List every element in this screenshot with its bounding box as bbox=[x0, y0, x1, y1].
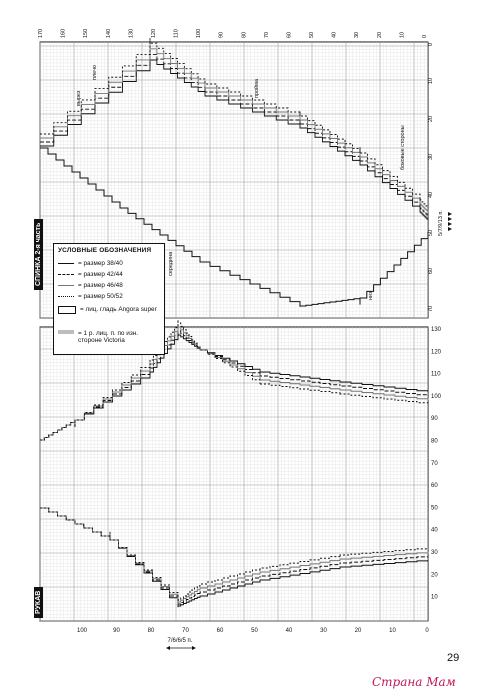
watermark: Страна Мам bbox=[372, 675, 456, 689]
back-top-tick-label: 100 bbox=[196, 28, 203, 38]
back-top-tick-label: 170 bbox=[38, 28, 44, 38]
legend-item bbox=[58, 330, 162, 345]
back-top-tick-label: 140 bbox=[105, 28, 112, 38]
arrow-left-icon bbox=[166, 646, 170, 650]
back-top-tick-label: 130 bbox=[128, 28, 135, 38]
side-seam-note: боковые стороны bbox=[400, 125, 406, 170]
sleeve-right-tick-label: 60 bbox=[431, 483, 438, 490]
sleeve-bottom-tick-label: 10 bbox=[389, 628, 396, 634]
back-right-tick-label: 20 bbox=[428, 115, 434, 122]
back-right-tick-label: 30 bbox=[428, 153, 434, 160]
sleeve-right-tick-label: 10 bbox=[431, 594, 438, 601]
legend-title: УСЛОВНЫЕ ОБОЗНАЧЕНИЯ bbox=[58, 247, 152, 254]
legend-item-label: = размер 42/44 bbox=[78, 270, 123, 278]
legend-item-label: = лиц. гладь Angora super bbox=[80, 306, 157, 313]
sleeve-bottom-tick-label: 100 bbox=[76, 628, 88, 634]
legend-item-label: = размер 38/40 bbox=[78, 259, 123, 267]
sleeve-right-tick-label: 80 bbox=[431, 438, 438, 445]
hem-note: низ bbox=[368, 291, 374, 300]
legend-item bbox=[58, 258, 123, 269]
back-right-tick-label: 10 bbox=[428, 77, 434, 84]
legend-item bbox=[58, 291, 123, 302]
sleeve-bottom-tick-label: 70 bbox=[182, 628, 189, 634]
sleeve-bottom-tick-label: 40 bbox=[285, 628, 293, 634]
sleeve-right-tick-label: 50 bbox=[431, 505, 438, 512]
arrow-icon bbox=[448, 222, 452, 226]
sleeve-right-tick-label: 20 bbox=[431, 572, 438, 579]
back-top-tick-label: 70 bbox=[263, 31, 270, 38]
arrow-icon bbox=[448, 212, 452, 216]
back-top-tick-label: 90 bbox=[218, 31, 225, 38]
arrow-right-icon bbox=[192, 646, 196, 650]
back-top-tick-label: 80 bbox=[241, 31, 248, 38]
back-top-tick-label: 30 bbox=[354, 31, 361, 38]
shoulder-note: плечо bbox=[92, 65, 98, 80]
arrow-icon bbox=[448, 217, 452, 221]
legend-item bbox=[58, 280, 123, 291]
sleeve-right-tick-label: 70 bbox=[431, 460, 438, 467]
armhole-note: пройма bbox=[254, 78, 260, 98]
page-number: 29 bbox=[447, 652, 460, 664]
sleeve-row-count-note: 7/6/6/5 п. bbox=[167, 638, 193, 644]
sleeve-right-tick-label: 110 bbox=[431, 371, 441, 378]
sleeve-bottom-tick-label: 50 bbox=[251, 628, 258, 634]
sleeve-right-tick-label: 120 bbox=[431, 349, 442, 356]
sleeve-bottom-tick-label: 30 bbox=[320, 628, 327, 634]
sleeve-bottom-tick-label: 20 bbox=[354, 628, 362, 634]
center-fold-note: середина bbox=[168, 251, 174, 276]
back-top-tick-label: 10 bbox=[399, 31, 406, 38]
neckline-note: вырез bbox=[76, 90, 82, 106]
back-top-tick-label: 160 bbox=[60, 28, 67, 38]
sleeve-right-tick-label: 90 bbox=[431, 416, 438, 423]
legend-item bbox=[58, 306, 162, 317]
sleeve-bottom-tick-label: 80 bbox=[147, 628, 155, 634]
back-right-tick-label: 40 bbox=[428, 191, 434, 198]
back-right-tick-label: 50 bbox=[428, 229, 434, 236]
back-panel-title: СПИНКА 2-я часть bbox=[34, 219, 43, 290]
back-top-tick-label: 60 bbox=[286, 31, 293, 38]
back-top-tick-label: 150 bbox=[83, 28, 90, 38]
sleeve-bottom-tick-label: 0 bbox=[425, 628, 429, 634]
sleeve-panel-title: РУКАВ bbox=[34, 587, 43, 618]
back-right-tick-label: 0 bbox=[428, 42, 434, 46]
back-top-tick-label: 20 bbox=[376, 31, 383, 38]
back-top-tick-label: 50 bbox=[309, 31, 316, 38]
sleeve-bottom-tick-label: 90 bbox=[113, 628, 120, 634]
back-top-tick-label: 40 bbox=[331, 31, 338, 38]
back-top-tick-label: 110 bbox=[173, 29, 180, 38]
back-right-tick-label: 60 bbox=[428, 267, 434, 274]
legend-item-label: = 1 р. лиц. п. по изн. стороне Victoria bbox=[78, 330, 139, 345]
back-row-count-note: 5/7/9/13 п. bbox=[438, 210, 444, 236]
legend-item-label: = размер 46/48 bbox=[78, 281, 123, 289]
back-top-tick-label: 0 bbox=[422, 34, 428, 38]
back-top-tick-label: 120 bbox=[150, 28, 157, 38]
sleeve-right-tick-label: 30 bbox=[431, 550, 438, 556]
sleeve-right-tick-label: 40 bbox=[431, 527, 438, 534]
back-right-tick-label: 70 bbox=[428, 305, 434, 312]
legend-item bbox=[58, 269, 123, 280]
sleeve-right-tick-label: 130 bbox=[431, 327, 442, 333]
arrow-icon bbox=[448, 227, 452, 231]
legend-item-label: = размер 50/52 bbox=[78, 292, 123, 300]
sleeve-right-tick-label: 100 bbox=[431, 393, 442, 400]
legend bbox=[53, 243, 165, 355]
sleeve-bottom-tick-label: 60 bbox=[216, 628, 224, 634]
